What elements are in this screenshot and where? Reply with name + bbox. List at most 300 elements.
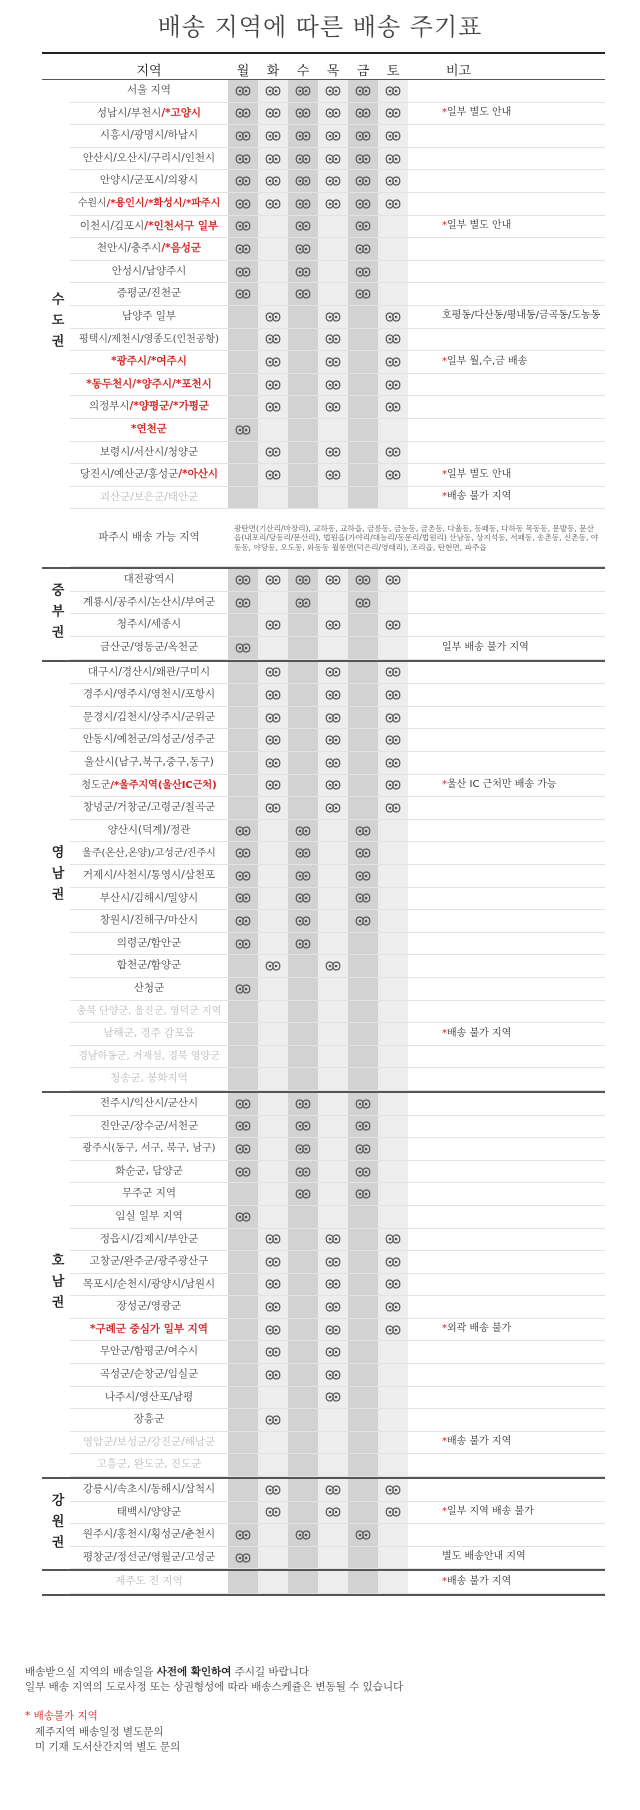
region-name: 괴산군/보은군/태안군 [99, 490, 199, 503]
delivery-mark-icon [265, 1347, 281, 1357]
day-cell [288, 614, 318, 636]
delivery-mark-icon [325, 1302, 341, 1312]
region-name: 부산시/김해시/밀양시 [99, 891, 199, 904]
day-cell [378, 978, 408, 1000]
delivery-mark-icon [295, 1530, 311, 1540]
day-cell [378, 216, 408, 238]
footer-line-1: 배송받으실 지역의 배송일을 사전에 확인하여 주시길 바랍니다 [25, 1666, 310, 1678]
header-fri: 금 [356, 64, 370, 79]
day-cell [228, 103, 258, 125]
day-cell [378, 103, 408, 125]
day-cell [378, 910, 408, 932]
table-row [70, 170, 605, 193]
day-cell [348, 148, 378, 170]
day-cell [318, 103, 348, 125]
delivery-mark-icon [265, 199, 281, 209]
region-name: 강릉시/속초시/동해시/삼척시 [82, 1483, 216, 1496]
region-name: 장성군/영광군 [116, 1300, 182, 1313]
day-cell [228, 374, 258, 396]
day-cell [378, 1068, 408, 1090]
table-row [70, 933, 605, 956]
region-group-label [42, 1479, 70, 1569]
day-cell [348, 662, 378, 684]
day-cell [318, 374, 348, 396]
delivery-mark-icon [295, 916, 311, 926]
delivery-mark-icon [385, 575, 401, 585]
day-cell [258, 148, 288, 170]
day-cell [348, 1571, 378, 1593]
day-cell [228, 1183, 258, 1205]
day-cell [258, 637, 288, 659]
region-name: 파주시 배송 가능 지역 [98, 531, 200, 543]
delivery-mark-icon [235, 1530, 251, 1540]
day-cell [378, 148, 408, 170]
table-row [70, 396, 605, 419]
day-cell [378, 888, 408, 910]
region-name: 무주군 지역 [121, 1187, 177, 1200]
delivery-mark-icon [265, 1279, 281, 1289]
footer-note-2: 미 기재 도서산간지역 별도 문의 [35, 1740, 181, 1753]
delivery-mark-icon [265, 312, 281, 322]
day-cell [228, 1274, 258, 1296]
day-cell [228, 637, 258, 659]
day-cell [348, 684, 378, 706]
region-name: 원주시/홍천시/횡성군/춘천시 [82, 1528, 216, 1541]
day-cell [318, 1524, 348, 1546]
delivery-mark-icon [385, 470, 401, 480]
day-cell [378, 351, 408, 373]
day-cell [318, 1001, 348, 1023]
row-note: * 배송 불가 지역 [442, 491, 512, 503]
region-name: 제주도 전 지역 [115, 1575, 183, 1588]
day-cell [258, 1409, 288, 1431]
day-cell [258, 865, 288, 887]
day-cell [258, 261, 288, 283]
table-row [70, 1409, 605, 1432]
day-cell [378, 797, 408, 819]
day-cell [318, 238, 348, 260]
delivery-mark-icon [385, 713, 401, 723]
table-row [70, 487, 605, 510]
day-cell [318, 1206, 348, 1228]
region-name: 안성시/남양주시 [111, 264, 187, 277]
delivery-mark-icon [235, 1553, 251, 1563]
day-cell [318, 592, 348, 614]
delivery-mark-icon [265, 131, 281, 141]
delivery-mark-icon [265, 713, 281, 723]
delivery-mark-icon [265, 1485, 281, 1495]
delivery-mark-icon [325, 575, 341, 585]
delivery-mark-icon [235, 1099, 251, 1109]
delivery-mark-icon [295, 871, 311, 881]
region-name: 태백시/양양군 [116, 1505, 182, 1518]
row-note: * 일부 별도 안내 [442, 220, 512, 232]
delivery-mark-icon [265, 447, 281, 457]
day-cell [228, 1046, 258, 1068]
day-cell [258, 707, 288, 729]
day-cell [348, 329, 378, 351]
table-row [70, 1023, 605, 1046]
delivery-mark-icon [265, 575, 281, 585]
day-cell [228, 910, 258, 932]
day-cell [348, 374, 378, 396]
table-row [70, 637, 605, 660]
row-note: 일부 배송 불가 지역 [442, 641, 529, 653]
day-cell [348, 464, 378, 486]
region-name: *구례군 중심가 일부 지역 [90, 1322, 208, 1335]
table-row [70, 1274, 605, 1297]
day-cell [288, 842, 318, 864]
delivery-mark-icon [235, 425, 251, 435]
day-cell [288, 684, 318, 706]
day-cell [378, 442, 408, 464]
day-cell [288, 752, 318, 774]
delivery-mark-icon [355, 916, 371, 926]
day-cell [228, 193, 258, 215]
table-row [70, 1341, 605, 1364]
day-cell [228, 329, 258, 351]
day-cell [228, 684, 258, 706]
delivery-mark-icon [325, 1392, 341, 1402]
day-cell [378, 662, 408, 684]
table-row [70, 1206, 605, 1229]
region-name: 거제시/사천시/통영시/삼천포 [82, 869, 216, 882]
day-cell [378, 1454, 408, 1476]
day-cell [378, 637, 408, 659]
day-cell [348, 865, 378, 887]
day-cell [288, 80, 318, 102]
region-group [42, 80, 605, 569]
day-cell [318, 707, 348, 729]
delivery-mark-icon [295, 1167, 311, 1177]
day-cell [228, 888, 258, 910]
day-cell [258, 1387, 288, 1409]
day-cell [378, 1319, 408, 1341]
day-cell [348, 614, 378, 636]
region-name: 안양시/군포시/의왕시 [99, 174, 199, 187]
table-row [70, 238, 605, 261]
day-cell [258, 419, 288, 441]
delivery-mark-icon [265, 1507, 281, 1517]
day-cell [378, 1023, 408, 1045]
delivery-mark-icon [235, 916, 251, 926]
delivery-mark-icon [355, 244, 371, 254]
delivery-mark-icon [325, 1257, 341, 1267]
day-cell [348, 707, 378, 729]
region-name: 청도군 /*울주지역(울산IC근처) [81, 779, 217, 791]
delivery-mark-icon [385, 780, 401, 790]
day-cell [228, 1547, 258, 1569]
region-name: 장흥군 [133, 1413, 165, 1426]
region-name: 광주시(동구, 서구, 북구, 남구) [82, 1143, 216, 1155]
day-cell [258, 1068, 288, 1090]
delivery-mark-icon [235, 871, 251, 881]
table-row [70, 775, 605, 798]
table-row [70, 374, 605, 397]
delivery-mark-icon [355, 1099, 371, 1109]
region-group [42, 1571, 605, 1596]
delivery-mark-icon [355, 575, 371, 585]
region-group-name: 중부권 [48, 582, 64, 646]
day-cell [288, 637, 318, 659]
delivery-mark-icon [355, 848, 371, 858]
day-cell [288, 351, 318, 373]
day-cell [288, 592, 318, 614]
day-cell [318, 1364, 348, 1386]
day-cell [348, 419, 378, 441]
day-cell [348, 1319, 378, 1341]
day-cell [288, 283, 318, 305]
region-name: *광주시/*여주시 [111, 355, 187, 368]
region-name: 천안시 /충주시 /*음성군 [96, 242, 202, 255]
delivery-mark-icon [385, 154, 401, 164]
delivery-mark-icon [295, 848, 311, 858]
footer-note-title: * 배송불가 지역 [25, 1710, 98, 1723]
day-cell [258, 569, 288, 591]
region-name: 고흥군, 완도군, 진도군 [96, 1458, 202, 1471]
day-cell [378, 306, 408, 328]
day-cell [228, 238, 258, 260]
delivery-mark-icon [235, 939, 251, 949]
delivery-mark-icon [325, 1485, 341, 1495]
delivery-mark-icon [325, 713, 341, 723]
day-cell [348, 1068, 378, 1090]
day-cell [318, 1319, 348, 1341]
delivery-mark-icon [235, 848, 251, 858]
day-cell [288, 1206, 318, 1228]
delivery-mark-icon [265, 470, 281, 480]
delivery-mark-icon [385, 1234, 401, 1244]
delivery-mark-icon [385, 620, 401, 630]
region-name: 창녕군/거창군/고령군/칠곡군 [82, 801, 216, 814]
table-row [70, 1502, 605, 1525]
delivery-mark-icon [235, 86, 251, 96]
table-row [70, 1319, 605, 1342]
day-cell [228, 80, 258, 102]
day-cell [288, 1571, 318, 1593]
delivery-mark-icon [295, 1189, 311, 1199]
delivery-mark-icon [265, 1257, 281, 1267]
delivery-mark-icon [325, 758, 341, 768]
day-cell [318, 1068, 348, 1090]
day-cell [228, 1341, 258, 1363]
day-cell [228, 261, 258, 283]
day-cell [348, 283, 378, 305]
day-cell [258, 1023, 288, 1045]
table-row [70, 910, 605, 933]
day-cell [348, 442, 378, 464]
day-cell [258, 978, 288, 1000]
day-cell [288, 170, 318, 192]
delivery-mark-icon [295, 1144, 311, 1154]
row-note: 호평동/다산동/평내동/금곡동/도농동 [442, 310, 601, 322]
table-row [70, 865, 605, 888]
day-cell [258, 193, 288, 215]
delivery-mark-icon [325, 1279, 341, 1289]
delivery-mark-icon [325, 357, 341, 367]
day-cell [228, 1001, 258, 1023]
delivery-mark-icon [265, 176, 281, 186]
day-cell [258, 1138, 288, 1160]
day-cell [258, 797, 288, 819]
day-cell [258, 80, 288, 102]
day-cell [258, 1093, 288, 1115]
day-cell [228, 1364, 258, 1386]
day-cell [378, 1409, 408, 1431]
day-cell [378, 592, 408, 614]
day-cell [288, 1364, 318, 1386]
table-row [70, 1138, 605, 1161]
row-note: 광탄면(기산리/마장리), 교하동, 교하읍, 금릉동, 금능동, 금촌동, 다율동, 동패동, 다하동 목동동, 문발동, 문산읍(내포리/당동리/문산리), 법원읍(가야리/대능리/동문리/법원리) 산남동, 상지석동, 서패동, 송촌동, 신촌동, 야동동, 야당동, 오도동, 와동동 월롱면(덕은리/영태리), 조리읍, 탄현면, 파주읍 [234, 523, 599, 552]
day-cell [228, 1454, 258, 1476]
day-cell [228, 978, 258, 1000]
region-name: 금산군/영동군/옥천군 [99, 641, 199, 654]
day-cell [348, 487, 378, 509]
day-cell [258, 662, 288, 684]
delivery-mark-icon [325, 690, 341, 700]
day-cell [288, 1068, 318, 1090]
table-row [70, 820, 605, 843]
day-cell [288, 1161, 318, 1183]
row-note: * 배송 불가 지역 [442, 1027, 512, 1039]
header-tue: 화 [266, 64, 280, 79]
region-name: 무안군/함평군/여수시 [99, 1345, 199, 1358]
delivery-mark-icon [235, 289, 251, 299]
delivery-mark-icon [355, 598, 371, 608]
day-cell [318, 933, 348, 955]
day-cell [228, 1296, 258, 1318]
delivery-mark-icon [325, 961, 341, 971]
delivery-mark-icon [325, 154, 341, 164]
day-cell [258, 1502, 288, 1524]
region-name: 산청군 [133, 981, 165, 994]
row-note: 별도 배송안내 지역 [442, 1551, 526, 1563]
day-cell [228, 216, 258, 238]
delivery-mark-icon [385, 1325, 401, 1335]
day-cell [348, 1502, 378, 1524]
day-cell [258, 1001, 288, 1023]
day-cell [258, 1319, 288, 1341]
day-cell [288, 1046, 318, 1068]
day-cell [228, 1571, 258, 1593]
region-name: 문경시/김천시/상주시/군위군 [82, 710, 216, 723]
day-cell [288, 1502, 318, 1524]
region-name: 고창군/완주군/광주광산구 [89, 1255, 209, 1268]
day-cell [318, 1432, 348, 1454]
day-cell [288, 1274, 318, 1296]
delivery-mark-icon [235, 575, 251, 585]
table-row [70, 1387, 605, 1410]
day-cell [228, 1251, 258, 1273]
day-cell [258, 329, 288, 351]
delivery-mark-icon [385, 1257, 401, 1267]
day-cell [348, 1093, 378, 1115]
day-cell [288, 396, 318, 418]
day-cell [348, 775, 378, 797]
header-mon: 월 [236, 64, 250, 79]
day-cell [258, 1183, 288, 1205]
day-cell [378, 1001, 408, 1023]
day-cell [348, 910, 378, 932]
day-cell [258, 283, 288, 305]
day-cell [228, 148, 258, 170]
day-cell [348, 1479, 378, 1501]
header-region: 지역 [136, 64, 162, 79]
delivery-table [42, 52, 605, 1596]
region-name: 진안군/장수군/서천군 [99, 1119, 199, 1132]
table-row [70, 1068, 605, 1091]
day-cell [318, 569, 348, 591]
table-row [70, 797, 605, 820]
day-cell [228, 820, 258, 842]
day-cell [378, 842, 408, 864]
day-cell [348, 1547, 378, 1569]
region-group [42, 662, 605, 1093]
day-cell [228, 442, 258, 464]
day-cell [258, 910, 288, 932]
delivery-mark-icon [355, 1530, 371, 1540]
region-name: 곡성군/순창군/임실군 [99, 1368, 199, 1381]
day-cell [318, 614, 348, 636]
region-name: 경남하동군, 거제섬, 경북 영양군 [78, 1051, 220, 1063]
day-cell [258, 1251, 288, 1273]
page-title: 배송 지역에 따른 배송 주기표 [157, 13, 483, 41]
region-name: 정읍시/김제시/부안군 [99, 1232, 199, 1245]
day-cell [378, 374, 408, 396]
delivery-mark-icon [235, 221, 251, 231]
day-cell [348, 238, 378, 260]
day-cell [228, 1138, 258, 1160]
day-cell [318, 888, 348, 910]
table-row [70, 729, 605, 752]
delivery-mark-icon [325, 735, 341, 745]
day-cell [348, 1364, 378, 1386]
day-cell [378, 283, 408, 305]
delivery-mark-icon [385, 1279, 401, 1289]
delivery-mark-icon [355, 289, 371, 299]
delivery-mark-icon [235, 1212, 251, 1222]
region-name: 청주시/세종시 [116, 618, 182, 631]
region-name: 시흥시/광명시/하남시 [99, 129, 199, 142]
day-cell [288, 261, 318, 283]
region-name: 충북 단양군, 울진군, 영덕군 지역 [76, 1005, 222, 1017]
delivery-mark-icon [385, 108, 401, 118]
day-cell [228, 662, 258, 684]
table-row [70, 419, 605, 442]
day-cell [318, 1571, 348, 1593]
delivery-mark-icon [385, 758, 401, 768]
day-cell [378, 1524, 408, 1546]
delivery-mark-icon [295, 176, 311, 186]
day-cell [378, 1432, 408, 1454]
day-cell [258, 216, 288, 238]
day-cell [228, 170, 258, 192]
delivery-mark-icon [325, 131, 341, 141]
row-note: * 배송 불가 지역 [442, 1436, 512, 1448]
day-cell [258, 842, 288, 864]
delivery-mark-icon [265, 357, 281, 367]
region-name: 보령시/서산시/청양군 [99, 445, 199, 458]
delivery-mark-icon [325, 86, 341, 96]
table-header [42, 52, 605, 80]
day-cell [318, 80, 348, 102]
day-cell [348, 888, 378, 910]
day-cell [378, 238, 408, 260]
delivery-mark-icon [295, 1099, 311, 1109]
region-name: 의령군/함안군 [116, 936, 182, 949]
row-note: * 일부 별도 안내 [442, 107, 512, 119]
day-cell [228, 1229, 258, 1251]
